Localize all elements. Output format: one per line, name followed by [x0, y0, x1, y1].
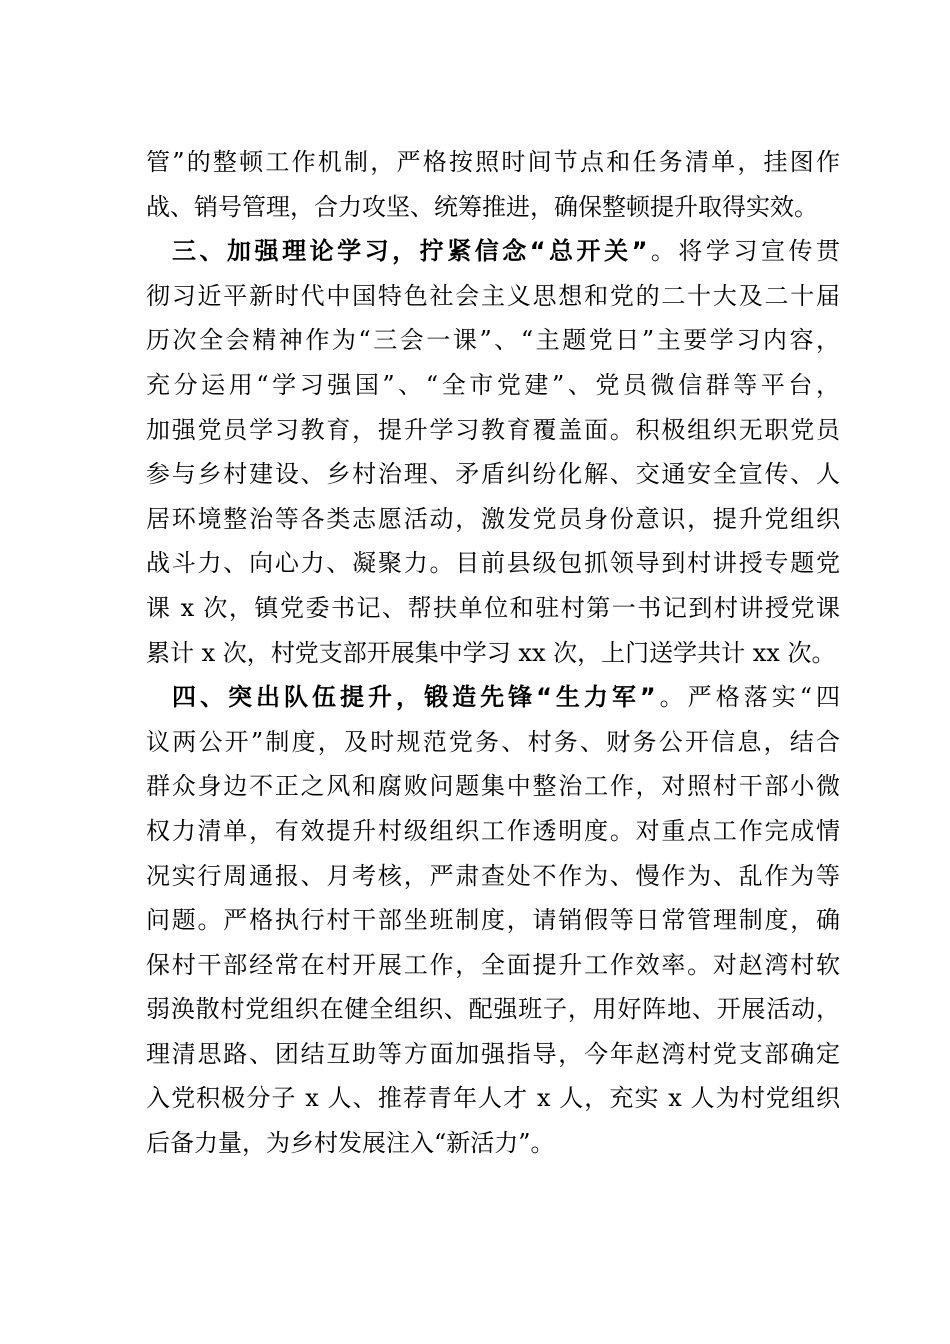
line-text: 理清思路、团结互助等方面加强指导，今年赵湾村党支部确定 [146, 1039, 840, 1068]
text-line [146, 898, 840, 943]
line-text: 战斗力、向心力、凝聚力。目前县级包抓领导到村讲授专题党 [146, 549, 840, 578]
section-heading: 三、加强理论学习，拧紧信念“总开关” [172, 237, 648, 266]
section-heading: 四、突出队伍提升，锻造先锋“生力军” [172, 683, 656, 712]
text-line [146, 363, 840, 408]
text-line [146, 809, 840, 854]
text-line [146, 274, 840, 319]
section-heading-line [146, 229, 840, 274]
section-heading-line [146, 675, 840, 720]
text-line [146, 408, 840, 453]
line-text: 课 x 次，镇党委书记、帮扶单位和驻村第一书记到村讲授党课 [146, 593, 840, 622]
line-text: 累计 x 次，村党支部开展集中学习 xx 次，上门送学共计 xx 次。 [146, 638, 836, 667]
text-line [146, 854, 840, 899]
text-line [146, 1121, 840, 1166]
text-line [146, 497, 840, 542]
text-line [146, 541, 840, 586]
line-text: 权力清单，有效提升村级组织工作透明度。对重点工作完成情 [146, 816, 840, 845]
line-text: 。严格落实“四 [655, 683, 840, 712]
text-line [146, 1076, 840, 1121]
line-text: 弱涣散村党组织在健全组织、配强班子，用好阵地、开展活动， [146, 995, 840, 1024]
text-line [146, 943, 840, 988]
line-text: 居环境整治等各类志愿活动，激发党员身份意识，提升党组织 [146, 504, 840, 533]
text-line [146, 452, 840, 497]
line-text: 后备力量，为乡村发展注入“新活力”。 [146, 1129, 555, 1158]
line-text: 况实行周通报、月考核，严肃查处不作为、慢作为、乱作为等 [146, 861, 840, 890]
line-text: 保村干部经常在村开展工作，全面提升工作效率。对赵湾村软 [146, 950, 840, 979]
text-line [146, 720, 840, 765]
text-line [146, 987, 840, 1032]
line-text: 充分运用“学习强国”、“全市党建”、党员微信群等平台， [146, 370, 840, 399]
line-text: 入党积极分子 x 人、推荐青年人才 x 人，充实 x 人为村党组织 [146, 1084, 840, 1113]
text-line [146, 1032, 840, 1077]
line-text: 管”的整顿工作机制，严格按照时间节点和任务清单，挂图作 [146, 148, 840, 176]
text-line [146, 318, 840, 363]
line-text: 议两公开”制度，及时规范党务、村务、财务公开信息，结合 [146, 727, 840, 756]
text-line [146, 140, 840, 185]
text-line [146, 586, 840, 631]
line-text: 问题。严格执行村干部坐班制度，请销假等日常管理制度，确 [146, 906, 840, 935]
text-line [146, 631, 840, 676]
line-text: 战、销号管理，合力攻坚、统筹推进，确保整顿提升取得实效。 [146, 192, 818, 221]
line-text: 彻习近平新时代中国特色社会主义思想和党的二十大及二十届 [146, 281, 840, 310]
line-text: 参与乡村建设、乡村治理、矛盾纠纷化解、交通安全宣传、人 [146, 460, 840, 489]
line-text: 加强党员学习教育，提升学习教育覆盖面。积极组织无职党员 [146, 415, 840, 444]
document-body [146, 140, 840, 1166]
text-line [146, 185, 840, 230]
line-text: 。将学习宣传贯 [647, 237, 841, 266]
text-line [146, 764, 840, 809]
line-text: 群众身边不正之风和腐败问题集中整治工作，对照村干部小微 [146, 772, 840, 801]
line-text: 历次全会精神作为“三会一课”、“主题党日”主要学习内容， [146, 326, 840, 355]
